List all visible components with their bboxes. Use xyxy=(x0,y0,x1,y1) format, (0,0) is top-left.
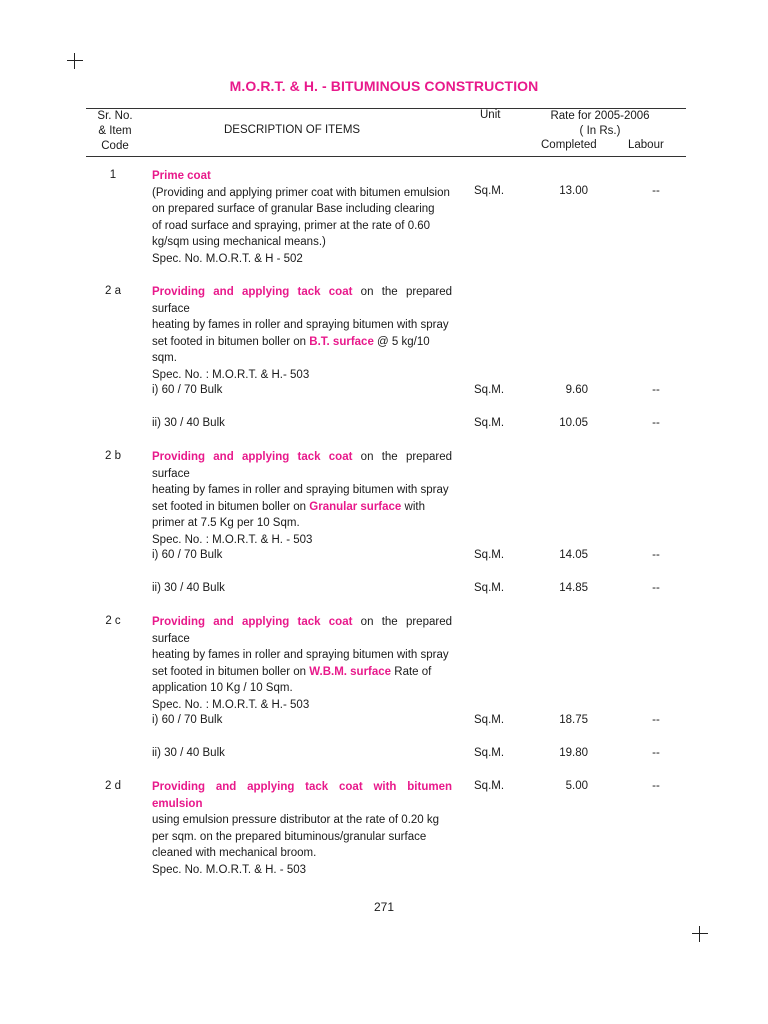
item-labour-rate: -- xyxy=(652,780,660,792)
header-rate: Rate for 2005-2006 ( In Rs.) xyxy=(550,110,650,137)
item-code: 2 d xyxy=(105,780,121,792)
subitem-completed-rate: 18.75 xyxy=(559,714,588,726)
header-labour: Labour xyxy=(628,139,664,151)
crop-mark-bottom-right xyxy=(692,926,708,942)
subitem-labour-rate: -- xyxy=(652,747,660,759)
item-completed-rate: 5.00 xyxy=(565,780,588,792)
subitem-completed-rate: 14.05 xyxy=(559,549,588,561)
subitem-unit: Sq.M. xyxy=(474,549,505,561)
subitem-unit: Sq.M. xyxy=(474,384,505,396)
item-code: 2 a xyxy=(105,285,121,297)
page-number: 271 xyxy=(373,900,395,914)
subitem-completed-rate: 10.05 xyxy=(559,417,588,429)
item-heading: Prime coat xyxy=(152,170,211,182)
subitem-labour-rate: -- xyxy=(652,417,660,429)
item-description: Prime coat (Providing and applying primer coat with bitumen emulsion on prepared surface of granular Base including clearing of road surface and spraying, primer at the rate of 0.60 kg/sqm using mechanical means.) Spec. No. M.O.R.T. & H - 502 xyxy=(152,168,452,268)
header-completed: Completed xyxy=(541,139,597,151)
page-title: M.O.R.T. & H. - BITUMINOUS CONSTRUCTION xyxy=(229,78,539,94)
item-labour-rate: -- xyxy=(652,185,660,197)
crop-mark-top-left xyxy=(67,53,83,69)
header-bottom-rule xyxy=(86,156,686,157)
subitem-label: ii) 30 / 40 Bulk xyxy=(152,417,225,429)
subitem-label: i) 60 / 70 Bulk xyxy=(152,714,223,726)
item-description: Providing and applying tack coat with bitumen emulsion using emulsion pressure distributor at the rate of 0.20 kg per sqm. on the prepared bituminous/granular surface cleaned with mechanical broom. Spec. No. M.O.R.T. & H. - 503 xyxy=(152,781,452,876)
item-description: Providing and applying tack coat on the prepared surface heating by fames in roller and spraying bitumen with spray set footed in bitumen boller on W.B.M. surface Rate of application 10 Kg / 10 Sqm. Spec. No. : M.O.R.T. & H.- 503 xyxy=(152,616,452,711)
item-code: 2 c xyxy=(105,615,121,627)
subitem-label: ii) 30 / 40 Bulk xyxy=(152,747,225,759)
item-heading: Providing and applying tack coat with bitumen emulsion xyxy=(152,781,452,810)
item-description: Providing and applying tack coat on the prepared surface heating by fames in roller and spraying bitumen with spray set footed in bitumen boller on B.T. surface @ 5 kg/10 sqm. Spec. No. : M.O.R.T. & H.- 503 xyxy=(152,286,452,381)
header-unit: Unit xyxy=(480,109,501,121)
item-description: Providing and applying tack coat on the prepared surface heating by fames in roller and spraying bitumen with spray set footed in bitumen boller on Granular surface with primer at 7.5 Kg per 10 Sqm. Spec. No. : M.O.R.T. & H. - 503 xyxy=(152,451,452,546)
subitem-unit: Sq.M. xyxy=(474,582,505,594)
subitem-label: i) 60 / 70 Bulk xyxy=(152,384,223,396)
subitem-unit: Sq.M. xyxy=(474,417,505,429)
subitem-label: ii) 30 / 40 Bulk xyxy=(152,582,225,594)
subitem-label: i) 60 / 70 Bulk xyxy=(152,549,223,561)
subitem-labour-rate: -- xyxy=(652,549,660,561)
header-description: DESCRIPTION OF ITEMS xyxy=(224,124,361,136)
item-completed-rate: 13.00 xyxy=(559,185,588,197)
header-sr-no: Sr. No. & Item Code xyxy=(97,110,133,152)
item-code: 1 xyxy=(109,169,117,181)
subitem-labour-rate: -- xyxy=(652,384,660,396)
subitem-completed-rate: 19.80 xyxy=(559,747,588,759)
item-code: 2 b xyxy=(105,450,121,462)
item-unit: Sq.M. xyxy=(474,780,505,792)
subitem-labour-rate: -- xyxy=(652,714,660,726)
subitem-labour-rate: -- xyxy=(652,582,660,594)
subitem-unit: Sq.M. xyxy=(474,714,505,726)
subitem-unit: Sq.M. xyxy=(474,747,505,759)
subitem-completed-rate: 14.85 xyxy=(559,582,588,594)
item-unit: Sq.M. xyxy=(474,185,505,197)
subitem-completed-rate: 9.60 xyxy=(565,384,588,396)
